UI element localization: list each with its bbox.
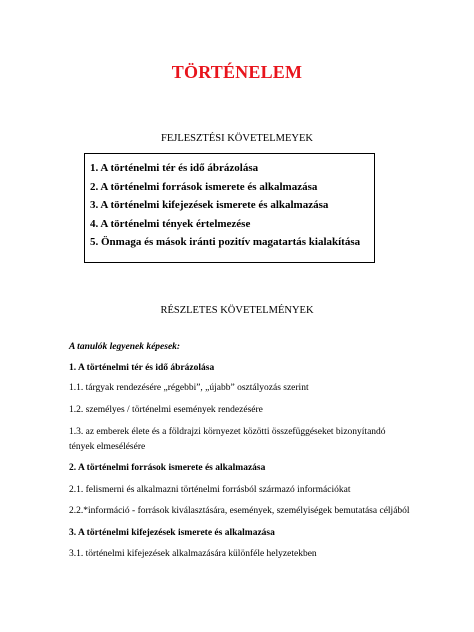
page-title: TÖRTÉNELEM bbox=[171, 62, 303, 82]
box-item-2: 2. A történelmi források ismerete és alkalmazása bbox=[90, 180, 318, 193]
section-3-item: 3.1. történelmi kifejezések alkalmazására különféle helyzetekben bbox=[69, 549, 317, 559]
section-2-item: 2.1. felismerni és alkalmazni történelmi forrásból származó információkat bbox=[69, 485, 351, 495]
box-item-3: 3. A történelmi kifejezések ismerete és alkalmazása bbox=[90, 199, 329, 211]
section-1-item: 1.3. az emberek élete és a földrajzi környezet közötti összefüggéseket bizonyítandó bbox=[69, 427, 386, 437]
reszletes-heading: RÉSZLETES KÖVETELMÉNYEK bbox=[160, 305, 314, 316]
section-1-item: 1.2. személyes / történelmi események rendezésére bbox=[69, 405, 263, 415]
box-item-5: 5. Önmaga és mások iránti pozitív magatartás kialakítása bbox=[90, 236, 361, 248]
box-item-4: 4. A történelmi tények értelmezése bbox=[90, 217, 251, 230]
section-2-item: 2.2.*információ - források kiválasztására, események, személyiségek bemutatása céljából bbox=[69, 506, 410, 516]
section-2-heading: 2. A történelmi források ismerete és alkalmazása bbox=[69, 463, 266, 473]
section-3-heading: 3. A történelmi kifejezések ismerete és alkalmazása bbox=[69, 528, 275, 538]
box-item-1: 1. A történelmi tér és idő ábrázolása bbox=[90, 162, 259, 174]
fejlesztesi-heading: FEJLESZTÉSI KÖVETELMEYEK bbox=[161, 133, 313, 144]
requirements-box bbox=[84, 153, 375, 263]
intro-text: A tanulók legyenek képesek: bbox=[69, 342, 181, 352]
section-1-heading: 1. A történelmi tér és idő ábrázolása bbox=[69, 363, 215, 373]
section-1-item-continuation: tények elmesélésére bbox=[69, 442, 146, 452]
section-1-item: 1.1. tárgyak rendezésére „régebbi”, „újabb” osztályozás szerint bbox=[69, 383, 309, 393]
